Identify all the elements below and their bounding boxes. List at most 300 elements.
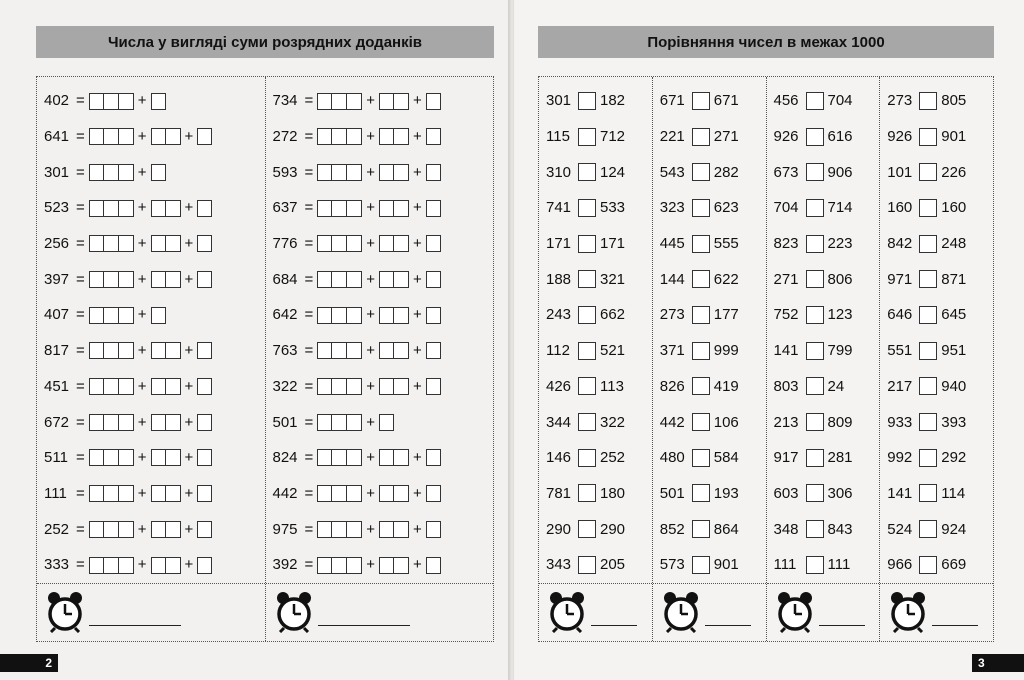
answer-box[interactable] (332, 271, 347, 288)
answer-box[interactable] (197, 128, 212, 145)
answer-box[interactable] (166, 378, 181, 395)
answer-box[interactable] (151, 128, 166, 145)
comparison-sign-box[interactable] (806, 163, 824, 181)
plus-sign: + (366, 449, 376, 467)
answer-box[interactable] (151, 342, 166, 359)
time-answer-line[interactable] (705, 625, 751, 626)
answer-box-group (379, 271, 409, 289)
answer-box[interactable] (347, 378, 362, 395)
plus-sign: + (137, 92, 147, 110)
answer-box[interactable] (426, 307, 441, 324)
answer-box-group (89, 485, 134, 503)
left-number: 781 (546, 484, 572, 502)
answer-box[interactable] (332, 449, 347, 466)
plus-sign: + (413, 128, 422, 146)
left-number: 752 (773, 306, 799, 324)
addend-row (37, 333, 265, 369)
left-number: 646 (887, 306, 913, 324)
answer-box[interactable] (347, 557, 362, 574)
comparison-column (539, 77, 653, 641)
answer-box[interactable] (119, 521, 134, 538)
answer-box[interactable] (347, 235, 362, 252)
answer-box[interactable] (426, 93, 441, 110)
answer-box[interactable] (347, 200, 362, 217)
answer-box[interactable] (104, 200, 119, 217)
addend-row (266, 369, 494, 405)
answer-box[interactable] (151, 93, 166, 110)
comparison-sign-box[interactable] (578, 520, 596, 538)
comparison-sign-box[interactable] (692, 377, 710, 395)
comparison-sign-box[interactable] (806, 413, 824, 431)
answer-box[interactable] (379, 557, 394, 574)
answer-box[interactable] (379, 378, 394, 395)
answer-box-group (317, 306, 362, 324)
comparison-row (767, 369, 880, 405)
comparison-sign-box[interactable] (806, 556, 824, 574)
answer-box-group (151, 128, 181, 146)
answer-box[interactable] (89, 485, 104, 502)
number: 111 (44, 484, 67, 502)
comparison-sign-box[interactable] (919, 92, 937, 110)
answer-box[interactable] (89, 235, 104, 252)
answer-box[interactable] (332, 200, 347, 217)
left-page-title: Числа у вигляді суми розрядних доданків (36, 26, 494, 58)
answer-box[interactable] (104, 271, 119, 288)
plus-sign: + (366, 306, 376, 324)
answer-box[interactable] (166, 449, 181, 466)
answer-box[interactable] (426, 128, 441, 145)
plus-sign: + (184, 520, 194, 538)
comparison-row (880, 119, 993, 155)
comparison-sign-box[interactable] (919, 199, 937, 217)
time-answer-line[interactable] (89, 625, 181, 626)
left-number: 966 (887, 556, 913, 574)
comparison-row (539, 226, 652, 262)
answer-box[interactable] (426, 378, 441, 395)
answer-box[interactable] (379, 521, 394, 538)
answer-box[interactable] (332, 128, 347, 145)
answer-box[interactable] (426, 449, 441, 466)
answer-box[interactable] (104, 485, 119, 502)
answer-box[interactable] (197, 557, 212, 574)
left-number: 188 (546, 270, 572, 288)
answer-box[interactable] (347, 307, 362, 324)
answer-box[interactable] (104, 414, 119, 431)
answer-box[interactable] (197, 449, 212, 466)
comparison-sign-box[interactable] (806, 199, 824, 217)
comparison-sign-box[interactable] (806, 235, 824, 253)
answer-box[interactable] (426, 521, 441, 538)
answer-box[interactable] (119, 128, 134, 145)
answer-box-group (197, 271, 212, 289)
left-number: 926 (887, 128, 913, 146)
plus-sign: + (413, 235, 422, 253)
comparison-sign-box[interactable] (578, 199, 596, 217)
plus-sign: + (366, 342, 376, 360)
answer-box[interactable] (104, 378, 119, 395)
answer-box-group (151, 556, 181, 574)
answer-box[interactable] (394, 128, 409, 145)
right-number: 271 (713, 128, 739, 146)
answer-box[interactable] (166, 485, 181, 502)
answer-box[interactable] (317, 557, 332, 574)
answer-box-group (426, 271, 441, 289)
plus-sign: + (366, 128, 376, 146)
answer-box[interactable] (317, 521, 332, 538)
answer-box[interactable] (347, 128, 362, 145)
answer-box[interactable] (347, 271, 362, 288)
answer-box[interactable] (104, 307, 119, 324)
answer-box[interactable] (104, 342, 119, 359)
answer-box[interactable] (379, 200, 394, 217)
comparison-sign-box[interactable] (919, 413, 937, 431)
answer-box[interactable] (104, 449, 119, 466)
answer-box[interactable] (317, 164, 332, 181)
answer-box[interactable] (394, 342, 409, 359)
comparison-sign-box[interactable] (692, 520, 710, 538)
right-number: 124 (600, 163, 626, 181)
comparison-sign-box[interactable] (578, 128, 596, 146)
answer-box[interactable] (332, 378, 347, 395)
answer-box[interactable] (119, 307, 134, 324)
answer-box[interactable] (166, 414, 181, 431)
answer-box[interactable] (332, 414, 347, 431)
left-number: 371 (659, 342, 685, 360)
comparison-sign-box[interactable] (806, 520, 824, 538)
answer-box[interactable] (89, 93, 104, 110)
answer-box[interactable] (317, 235, 332, 252)
comparison-sign-box[interactable] (692, 342, 710, 360)
answer-box[interactable] (379, 93, 394, 110)
comparison-sign-box[interactable] (919, 449, 937, 467)
answer-box[interactable] (197, 342, 212, 359)
answer-box[interactable] (119, 164, 134, 181)
answer-box[interactable] (197, 521, 212, 538)
comparison-sign-box[interactable] (692, 556, 710, 574)
comparison-sign-box[interactable] (578, 413, 596, 431)
answer-box[interactable] (119, 200, 134, 217)
answer-box[interactable] (151, 485, 166, 502)
answer-box[interactable] (426, 164, 441, 181)
left-number: 673 (773, 163, 799, 181)
answer-box[interactable] (332, 235, 347, 252)
comparison-sign-box[interactable] (692, 163, 710, 181)
answer-box[interactable] (89, 342, 104, 359)
answer-box[interactable] (347, 93, 362, 110)
answer-box[interactable] (332, 557, 347, 574)
timer-footer (539, 583, 652, 641)
answer-box[interactable] (151, 235, 166, 252)
answer-box[interactable] (379, 307, 394, 324)
time-answer-line[interactable] (318, 625, 410, 626)
comparison-sign-box[interactable] (806, 484, 824, 502)
answer-box[interactable] (104, 521, 119, 538)
left-number: 480 (659, 449, 685, 467)
answer-box[interactable] (394, 307, 409, 324)
comparison-sign-box[interactable] (578, 163, 596, 181)
answer-box[interactable] (151, 378, 166, 395)
answer-box[interactable] (197, 200, 212, 217)
left-number: 442 (659, 413, 685, 431)
answer-box[interactable] (151, 449, 166, 466)
answer-box[interactable] (379, 271, 394, 288)
answer-box[interactable] (317, 485, 332, 502)
answer-box[interactable] (104, 128, 119, 145)
comparison-row (767, 83, 880, 119)
comparison-sign-box[interactable] (806, 306, 824, 324)
answer-box[interactable] (119, 271, 134, 288)
answer-box[interactable] (394, 93, 409, 110)
answer-box[interactable] (332, 342, 347, 359)
answer-box[interactable] (394, 200, 409, 217)
comparison-sign-box[interactable] (692, 235, 710, 253)
comparison-row (880, 476, 993, 512)
answer-box[interactable] (119, 414, 134, 431)
answer-box[interactable] (104, 235, 119, 252)
answer-box[interactable] (332, 164, 347, 181)
comparison-sign-box[interactable] (919, 163, 937, 181)
comparison-sign-box[interactable] (919, 306, 937, 324)
answer-box[interactable] (317, 93, 332, 110)
answer-box[interactable] (394, 485, 409, 502)
comparison-sign-box[interactable] (578, 342, 596, 360)
comparison-sign-box[interactable] (919, 556, 937, 574)
answer-box[interactable] (89, 414, 104, 431)
addend-column (266, 77, 494, 641)
answer-box[interactable] (104, 557, 119, 574)
comparison-sign-box[interactable] (806, 128, 824, 146)
answer-box[interactable] (394, 235, 409, 252)
number: 642 (272, 306, 298, 324)
answer-box[interactable] (347, 342, 362, 359)
answer-box-group (151, 520, 181, 538)
comparison-row (767, 261, 880, 297)
time-answer-line[interactable] (932, 625, 978, 626)
comparison-sign-box[interactable] (919, 484, 937, 502)
answer-box-group (89, 128, 134, 146)
answer-box[interactable] (166, 235, 181, 252)
answer-box[interactable] (151, 200, 166, 217)
answer-box[interactable] (166, 342, 181, 359)
answer-box[interactable] (347, 414, 362, 431)
answer-box[interactable] (426, 271, 441, 288)
comparison-row (880, 333, 993, 369)
answer-box[interactable] (379, 128, 394, 145)
answer-box[interactable] (317, 449, 332, 466)
answer-box[interactable] (119, 235, 134, 252)
comparison-sign-box[interactable] (806, 449, 824, 467)
addend-row (266, 226, 494, 262)
answer-box[interactable] (89, 378, 104, 395)
answer-box[interactable] (317, 414, 332, 431)
answer-box[interactable] (197, 235, 212, 252)
comparison-sign-box[interactable] (692, 306, 710, 324)
comparison-sign-box[interactable] (692, 449, 710, 467)
answer-box[interactable] (89, 307, 104, 324)
time-answer-line[interactable] (591, 625, 637, 626)
answer-box[interactable] (89, 271, 104, 288)
answer-box[interactable] (89, 557, 104, 574)
answer-box[interactable] (332, 307, 347, 324)
answer-box-group (426, 449, 441, 467)
answer-box[interactable] (394, 378, 409, 395)
comparison-sign-box[interactable] (578, 270, 596, 288)
answer-box[interactable] (379, 414, 394, 431)
comparison-exercise-grid (538, 76, 994, 642)
right-number: 205 (600, 556, 626, 574)
answer-box[interactable] (347, 449, 362, 466)
answer-box[interactable] (332, 521, 347, 538)
equals-sign: = (76, 163, 85, 181)
comparison-sign-box[interactable] (806, 342, 824, 360)
plus-sign: + (366, 163, 376, 181)
answer-box[interactable] (379, 449, 394, 466)
answer-box[interactable] (317, 378, 332, 395)
answer-box[interactable] (151, 557, 166, 574)
comparison-sign-box[interactable] (692, 92, 710, 110)
right-number: 177 (713, 306, 739, 324)
plus-sign: + (137, 163, 147, 181)
answer-box[interactable] (394, 521, 409, 538)
answer-box[interactable] (89, 164, 104, 181)
comparison-sign-box[interactable] (919, 235, 937, 253)
answer-box[interactable] (426, 235, 441, 252)
comparison-column (880, 77, 993, 641)
answer-box-group (379, 199, 409, 217)
answer-box[interactable] (379, 342, 394, 359)
left-number: 426 (546, 377, 572, 395)
comparison-row (653, 297, 766, 333)
plus-sign: + (413, 556, 422, 574)
answer-box[interactable] (332, 93, 347, 110)
right-number: 901 (713, 556, 739, 574)
answer-box[interactable] (151, 307, 166, 324)
comparison-sign-box[interactable] (692, 199, 710, 217)
right-number: 714 (827, 199, 853, 217)
time-answer-line[interactable] (819, 625, 865, 626)
answer-box[interactable] (197, 485, 212, 502)
answer-box[interactable] (394, 271, 409, 288)
comparison-sign-box[interactable] (578, 92, 596, 110)
answer-box[interactable] (166, 271, 181, 288)
answer-box[interactable] (119, 557, 134, 574)
answer-box[interactable] (394, 164, 409, 181)
comparison-sign-box[interactable] (919, 128, 937, 146)
number: 442 (272, 484, 298, 502)
answer-box[interactable] (119, 485, 134, 502)
comparison-sign-box[interactable] (578, 235, 596, 253)
answer-box[interactable] (89, 449, 104, 466)
addend-row (266, 261, 494, 297)
answer-box[interactable] (317, 271, 332, 288)
right-number: 806 (827, 270, 853, 288)
answer-box[interactable] (347, 164, 362, 181)
answer-box[interactable] (317, 342, 332, 359)
answer-box[interactable] (119, 449, 134, 466)
comparison-sign-box[interactable] (578, 556, 596, 574)
answer-box[interactable] (379, 485, 394, 502)
answer-box[interactable] (197, 378, 212, 395)
answer-box[interactable] (119, 378, 134, 395)
answer-box[interactable] (151, 414, 166, 431)
answer-box[interactable] (89, 521, 104, 538)
number: 523 (44, 199, 70, 217)
answer-box[interactable] (394, 557, 409, 574)
answer-box[interactable] (426, 200, 441, 217)
answer-box[interactable] (426, 485, 441, 502)
addend-row (266, 333, 494, 369)
answer-box[interactable] (89, 128, 104, 145)
answer-box[interactable] (379, 235, 394, 252)
comparison-sign-box[interactable] (919, 377, 937, 395)
comparison-sign-box[interactable] (919, 520, 937, 538)
comparison-sign-box[interactable] (692, 128, 710, 146)
answer-box[interactable] (119, 93, 134, 110)
answer-box-group (317, 449, 362, 467)
number: 684 (272, 270, 298, 288)
answer-box[interactable] (166, 200, 181, 217)
answer-box-group (89, 92, 134, 110)
comparison-sign-box[interactable] (578, 449, 596, 467)
comparison-sign-box[interactable] (578, 484, 596, 502)
answer-box[interactable] (426, 342, 441, 359)
answer-box[interactable] (104, 164, 119, 181)
answer-box[interactable] (317, 307, 332, 324)
comparison-sign-box[interactable] (578, 306, 596, 324)
answer-box[interactable] (317, 200, 332, 217)
answer-box[interactable] (151, 521, 166, 538)
plus-sign: + (366, 484, 376, 502)
comparison-sign-box[interactable] (919, 270, 937, 288)
answer-box[interactable] (426, 557, 441, 574)
answer-box[interactable] (151, 164, 166, 181)
answer-box[interactable] (332, 485, 347, 502)
answer-box[interactable] (151, 271, 166, 288)
comparison-sign-box[interactable] (806, 92, 824, 110)
answer-box[interactable] (317, 128, 332, 145)
answer-box[interactable] (197, 414, 212, 431)
addend-row (266, 547, 494, 583)
timer-footer (767, 583, 880, 641)
answer-box[interactable] (347, 485, 362, 502)
comparison-sign-box[interactable] (806, 377, 824, 395)
comparison-sign-box[interactable] (919, 342, 937, 360)
comparison-sign-box[interactable] (578, 377, 596, 395)
comparison-sign-box[interactable] (806, 270, 824, 288)
answer-box[interactable] (119, 342, 134, 359)
answer-box[interactable] (166, 521, 181, 538)
addend-row (37, 119, 265, 155)
answer-box[interactable] (89, 200, 104, 217)
plus-sign: + (184, 235, 194, 253)
comparison-sign-box[interactable] (692, 270, 710, 288)
answer-box[interactable] (166, 128, 181, 145)
answer-box[interactable] (394, 449, 409, 466)
comparison-sign-box[interactable] (692, 413, 710, 431)
answer-box[interactable] (379, 164, 394, 181)
answer-box[interactable] (104, 93, 119, 110)
answer-box[interactable] (197, 271, 212, 288)
left-number: 141 (887, 484, 913, 502)
timer-footer (880, 583, 993, 641)
addend-row (37, 440, 265, 476)
right-number: 182 (600, 92, 626, 110)
answer-box-group (151, 163, 166, 181)
answer-box[interactable] (166, 557, 181, 574)
answer-box[interactable] (347, 521, 362, 538)
comparison-sign-box[interactable] (692, 484, 710, 502)
number: 301 (44, 163, 70, 181)
